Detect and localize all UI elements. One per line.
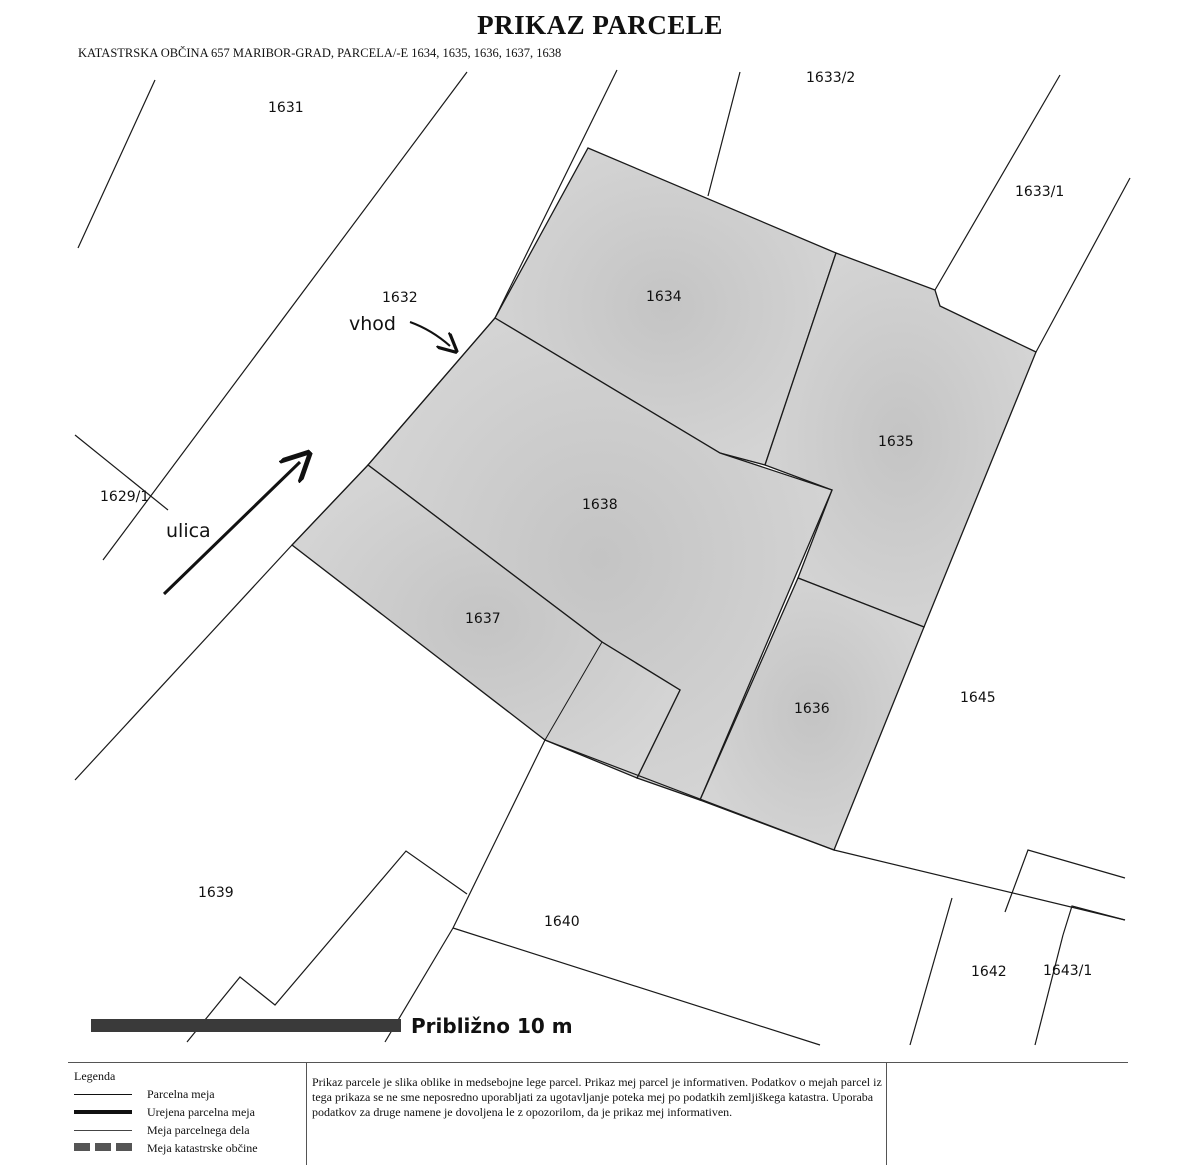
parcel-label-1632: 1632 [382,290,418,306]
legend-item-municipality-boundary [74,1141,299,1155]
parcel-label-1634: 1634 [646,289,682,305]
parcel-label-1631: 1631 [268,100,304,116]
legend-disclaimer: Prikaz parcele je slika oblike in medsebojne lege parcel. Prikaz mej parcel je informativen. Podatkov o mejah parcel iz tega prikaza se ne sme neposredno uporabljati za ugotavljanje poteka mej po podatkih zemljiškega katastra. Uporaba podatkov za druge namene je dovoljena le z opozorilom, da je prikaz mej informativen. [312,1075,882,1119]
scale-bar [91,1019,401,1032]
legend-symbol-part-line [74,1130,132,1131]
entrance-label: vhod [349,313,396,335]
parcel-label-1635: 1635 [878,434,914,450]
legend-item-label: Meja parcelnega dela [147,1123,250,1137]
parcel-label-1629-1: 1629/1 [100,489,150,505]
parcel-label-1638: 1638 [582,497,618,513]
parcel-label-1645: 1645 [960,690,996,706]
legend-item-part-boundary [74,1123,299,1137]
page-title: PRIKAZ PARCELE [477,10,723,40]
parcel-label-1633-1: 1633/1 [1015,184,1065,200]
parcel-label-1636: 1636 [794,701,830,717]
legend-item-regulated-boundary [74,1105,299,1119]
entrance-arrow-icon [410,322,450,346]
legend-item-label: Meja katastrske občine [147,1141,258,1155]
legend-empty-cell [886,1063,1129,1165]
legend-title: Legenda [74,1069,116,1083]
legend-symbol-thin-line [74,1094,132,1095]
legend-symbol-dashed-band [74,1143,132,1151]
legend-item-parcel-boundary [74,1087,299,1101]
parcel-label-1639: 1639 [198,885,234,901]
legend-item-label: Parcelna meja [147,1087,215,1101]
parcel-label-1633-2: 1633/2 [806,70,856,86]
parcel-label-1642: 1642 [971,964,1007,980]
parcel-label-1637: 1637 [465,611,501,627]
page-subtitle: KATASTRSKA OBČINA 657 MARIBOR-GRAD, PARCELA/-E 1634, 1635, 1636, 1637, 1638 [78,46,562,60]
legend-symbol-thick-line [74,1110,132,1114]
legend-item-label: Urejena parcelna meja [147,1105,255,1119]
parcel-label-1643-1: 1643/1 [1043,963,1093,979]
parcel-label-1640: 1640 [544,914,580,930]
legend-panel [68,1062,1128,1165]
legend-key [68,1063,307,1165]
street-label: ulica [166,520,211,542]
scale-label: Približno 10 m [411,1014,573,1038]
